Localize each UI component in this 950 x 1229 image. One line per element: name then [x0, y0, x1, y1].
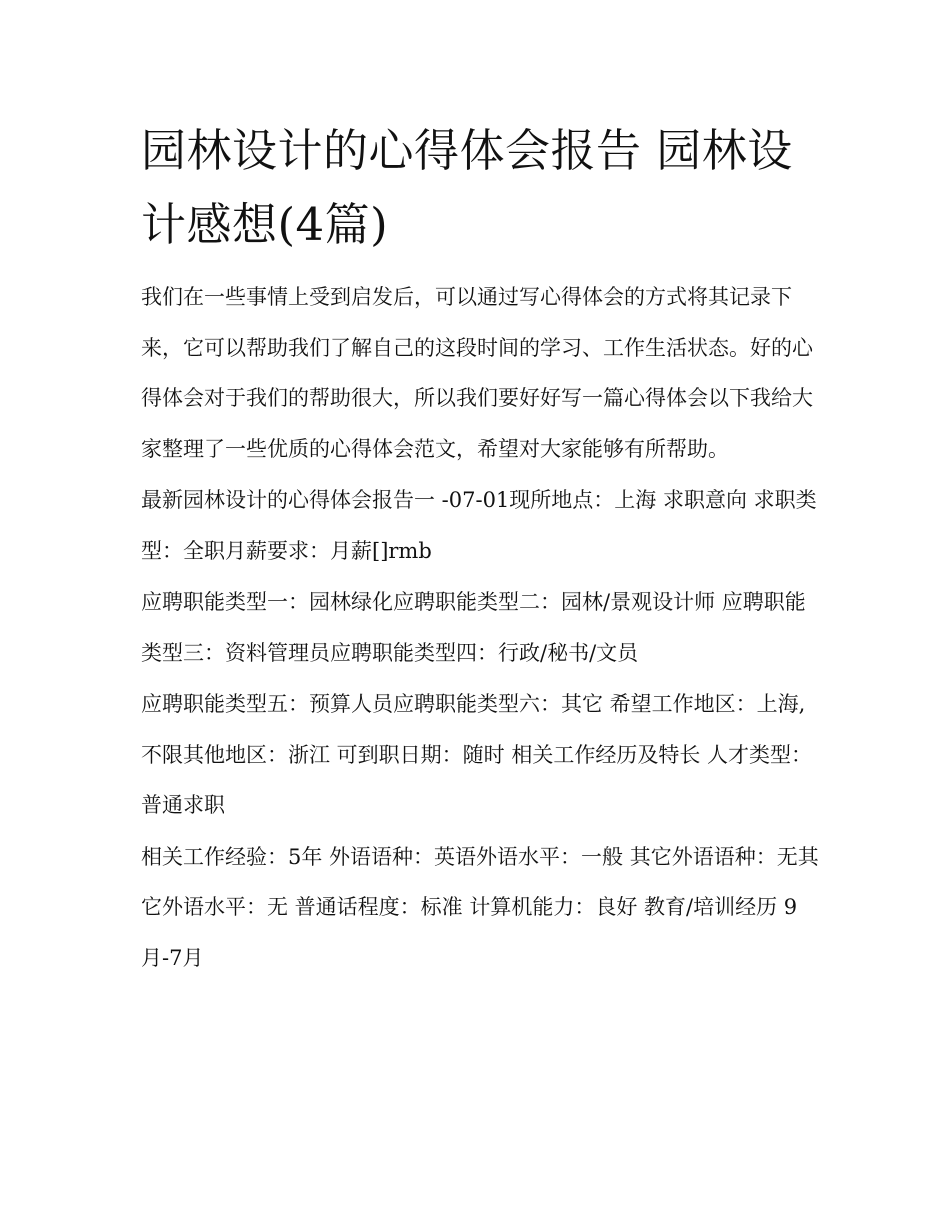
document-title: 园林设计的心得体会报告 园林设计感想(4篇) — [141, 124, 793, 251]
document-body — [141, 114, 821, 983]
resume-paragraph-work-area: 应聘职能类型五：预算人员应聘职能类型六：其它 希望工作地区：上海,不限其他地区：浙江 可到职日期：随时 相关工作经历及特长 人才类型：普通求职 — [141, 692, 813, 817]
resume-paragraph-experience: 相关工作经验：5年 外语语种：英语外语水平：一般 其它外语语种：无其它外语水平：无 普通话程度：标准 计算机能力：良好 教育/培训经历 9月-7月 — [141, 844, 819, 970]
resume-paragraph-job-types: 应聘职能类型一：园林绿化应聘职能类型二：园林/景观设计师 应聘职能类型三：资料管理员应聘职能类型四：行政/秘书/文员 — [141, 590, 806, 665]
resume-paragraph-location: 最新园林设计的心得体会报告一 -07-01现所地点：上海 求职意向 求职类型：全职月薪要求：月薪[]rmb — [141, 488, 817, 563]
intro-paragraph: 我们在一些事情上受到启发后，可以通过写心得体会的方式将其记录下来，它可以帮助我们了解自己的这段时间的学习、工作生活状态。好的心得体会对于我们的帮助很大，所以我们要好好写一篇心得体会以下我给大家整理了一些优质的心得体会范文，希望对大家能够有所帮助。 — [141, 285, 813, 461]
